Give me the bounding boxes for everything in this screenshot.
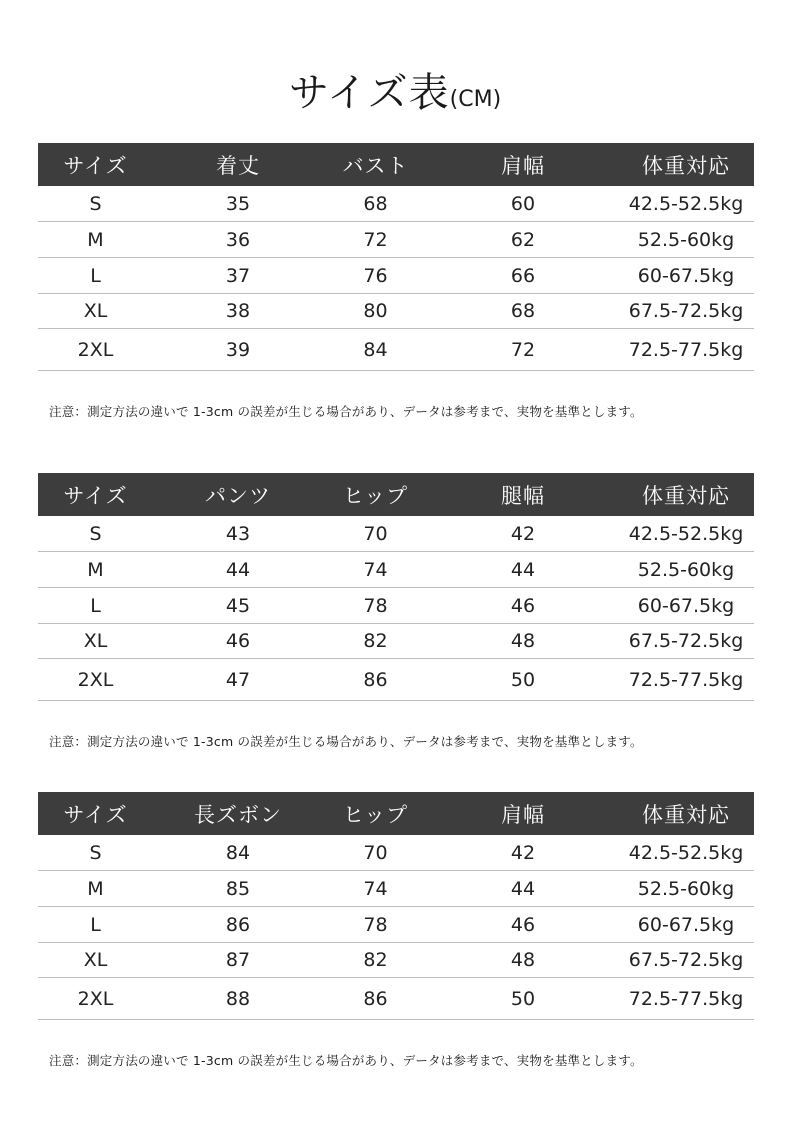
table-cell: M — [38, 871, 153, 907]
table-row — [38, 222, 754, 258]
table-cell: M — [38, 222, 153, 258]
table-cell: 67.5-72.5kg — [618, 943, 754, 978]
size-table — [38, 473, 754, 701]
size-table-long-pants — [38, 792, 754, 1020]
table-cell: 76 — [323, 258, 428, 294]
title-main: サイズ表 — [288, 70, 450, 116]
header-hip: ヒップ — [323, 473, 428, 516]
table-cell: 74 — [323, 871, 428, 907]
measurement-note: 注意：測定方法の違いで 1-3cm の誤差が生じる場合があり、データは参考まで、実物を基準とします。 — [49, 404, 643, 419]
table-cell: 66 — [428, 258, 618, 294]
table-cell: 87 — [153, 943, 323, 978]
table-cell: 52.5-60kg — [618, 552, 754, 588]
table-cell: 2XL — [38, 978, 153, 1020]
table-cell: 35 — [153, 186, 323, 222]
table-row — [38, 907, 754, 943]
table-cell: 72.5-77.5kg — [618, 329, 754, 371]
table-cell: 2XL — [38, 329, 153, 371]
table-row — [38, 186, 754, 222]
table-row — [38, 258, 754, 294]
table-cell: 62 — [428, 222, 618, 258]
table-cell: 44 — [428, 552, 618, 588]
table-cell: L — [38, 588, 153, 624]
table-cell: S — [38, 516, 153, 552]
table-row — [38, 978, 754, 1020]
header-shoulder: 肩幅 — [428, 792, 618, 835]
table-cell: 42.5-52.5kg — [618, 835, 754, 871]
table-cell: XL — [38, 624, 153, 659]
table-row — [38, 871, 754, 907]
table-cell: 86 — [323, 659, 428, 701]
table-cell: 42.5-52.5kg — [618, 516, 754, 552]
title-unit: (CM) — [449, 87, 502, 112]
table-cell: 82 — [323, 943, 428, 978]
header-weight: 体重対応 — [618, 143, 754, 186]
header-bust: バスト — [323, 143, 428, 186]
table-cell: 42.5-52.5kg — [618, 186, 754, 222]
header-length: 着丈 — [153, 143, 323, 186]
table-cell: 45 — [153, 588, 323, 624]
table-cell: L — [38, 907, 153, 943]
table-row — [38, 835, 754, 871]
header-size: サイズ — [38, 143, 153, 186]
table-cell: M — [38, 552, 153, 588]
header-size: サイズ — [38, 473, 153, 516]
table-cell: 50 — [428, 659, 618, 701]
table-cell: 67.5-72.5kg — [618, 294, 754, 329]
table-cell: 36 — [153, 222, 323, 258]
table-cell: 52.5-60kg — [618, 871, 754, 907]
table-cell: 44 — [428, 871, 618, 907]
table-cell: 46 — [153, 624, 323, 659]
table-row — [38, 329, 754, 371]
header-hip: ヒップ — [323, 792, 428, 835]
table-cell: 60-67.5kg — [618, 258, 754, 294]
table-cell: 68 — [428, 294, 618, 329]
table-cell: 70 — [323, 835, 428, 871]
table-cell: 60-67.5kg — [618, 588, 754, 624]
table-row — [38, 624, 754, 659]
table-cell: 72.5-77.5kg — [618, 659, 754, 701]
table-cell: 48 — [428, 624, 618, 659]
table-row — [38, 516, 754, 552]
table-cell: 2XL — [38, 659, 153, 701]
table-cell: 72 — [323, 222, 428, 258]
table-cell: 46 — [428, 907, 618, 943]
table-cell: 67.5-72.5kg — [618, 624, 754, 659]
page-title — [0, 68, 790, 125]
measurement-note: 注意：測定方法の違いで 1-3cm の誤差が生じる場合があり、データは参考まで、実物を基準とします。 — [49, 1053, 643, 1068]
table-cell: 84 — [323, 329, 428, 371]
table-cell: 42 — [428, 516, 618, 552]
table-cell: 70 — [323, 516, 428, 552]
header-long-pants: 長ズボン — [153, 792, 323, 835]
table-cell: 85 — [153, 871, 323, 907]
table-cell: 52.5-60kg — [618, 222, 754, 258]
measurement-note: 注意：測定方法の違いで 1-3cm の誤差が生じる場合があり、データは参考まで、実物を基準とします。 — [49, 734, 643, 749]
table-cell: 60 — [428, 186, 618, 222]
table-row — [38, 659, 754, 701]
table-cell: 42 — [428, 835, 618, 871]
table-cell: 37 — [153, 258, 323, 294]
table-cell: 82 — [323, 624, 428, 659]
table-cell: 46 — [428, 588, 618, 624]
table-cell: 88 — [153, 978, 323, 1020]
table-cell: 78 — [323, 907, 428, 943]
table-cell: XL — [38, 294, 153, 329]
table-cell: 50 — [428, 978, 618, 1020]
table-cell: 72 — [428, 329, 618, 371]
table-cell: S — [38, 835, 153, 871]
table-cell: L — [38, 258, 153, 294]
table-row — [38, 588, 754, 624]
table-cell: 84 — [153, 835, 323, 871]
table-cell: 47 — [153, 659, 323, 701]
header-size: サイズ — [38, 792, 153, 835]
table-cell: 39 — [153, 329, 323, 371]
table-cell: 80 — [323, 294, 428, 329]
size-table-top — [38, 143, 754, 371]
table-cell: 78 — [323, 588, 428, 624]
header-pants: パンツ — [153, 473, 323, 516]
table-header-row — [38, 143, 754, 186]
table-cell: S — [38, 186, 153, 222]
table-cell: 38 — [153, 294, 323, 329]
table-cell: 86 — [153, 907, 323, 943]
table-cell: XL — [38, 943, 153, 978]
header-weight: 体重対応 — [618, 792, 754, 835]
table-cell: 74 — [323, 552, 428, 588]
table-row — [38, 552, 754, 588]
table-row — [38, 943, 754, 978]
size-table — [38, 792, 754, 1020]
table-cell: 86 — [323, 978, 428, 1020]
header-weight: 体重対応 — [618, 473, 754, 516]
table-cell: 72.5-77.5kg — [618, 978, 754, 1020]
table-cell: 44 — [153, 552, 323, 588]
size-table-pants — [38, 473, 754, 701]
header-shoulder: 肩幅 — [428, 143, 618, 186]
table-cell: 68 — [323, 186, 428, 222]
size-table — [38, 143, 754, 371]
table-cell: 48 — [428, 943, 618, 978]
table-cell: 60-67.5kg — [618, 907, 754, 943]
header-thigh: 腿幅 — [428, 473, 618, 516]
table-header-row — [38, 473, 754, 516]
table-cell: 43 — [153, 516, 323, 552]
table-header-row — [38, 792, 754, 835]
table-row — [38, 294, 754, 329]
